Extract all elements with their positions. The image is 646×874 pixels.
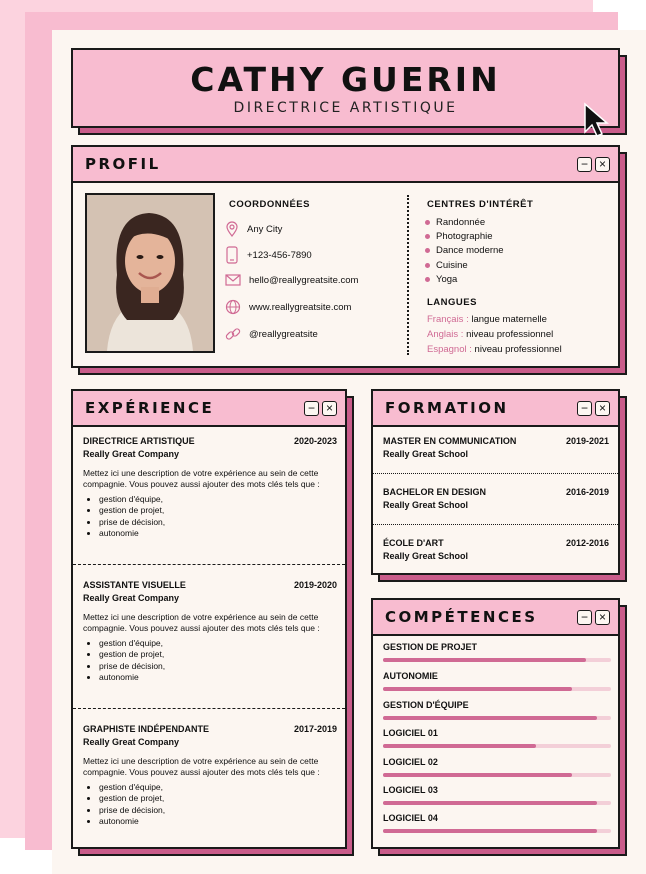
skills-window [371,598,620,849]
interests-title: CENTRES D'INTÉRÊT [427,199,534,210]
close-icon[interactable]: × [595,610,610,625]
contact-phone [225,246,312,264]
language-item: Anglais : niveau professionnel [427,329,554,340]
skill-bar [383,744,611,748]
skill-item [383,700,611,720]
job-years: 2019-2020 [293,580,337,590]
job-keywords: • gestion d'équipe, • gestion de projet, • prise de décision, • autonomie [83,638,337,684]
section-divider [73,708,345,709]
interest-item: Randonnée [425,215,504,229]
contact-social [225,326,318,342]
skill-bar [383,658,611,662]
person-name: CATHY GUERIN [190,60,501,99]
skill-item [383,728,611,748]
section-divider [373,473,618,474]
formation-title: FORMATION [385,399,509,417]
interests-list [425,215,504,286]
skill-name: LOGICIEL 01 [383,728,438,738]
formation-header [373,391,618,427]
contact-mail [225,274,358,286]
skill-bar-fill [383,658,586,662]
skill-item [383,757,611,777]
contact-location [225,221,282,237]
job-company: Really Great Company [83,593,180,603]
formation-window [371,389,620,575]
header-box [71,48,620,128]
skill-bar-fill [383,716,597,720]
location-icon [225,221,239,237]
skill-bar [383,716,611,720]
job-company: Really Great Company [83,449,180,459]
degree-title: MASTER EN COMMUNICATION [383,436,517,446]
degree-title: ÉCOLE D'ART [383,538,444,548]
interest-item: Photographie [425,229,504,243]
skills-header [373,600,618,636]
experience-item [83,580,337,684]
skill-item [383,671,611,691]
school-name: Really Great School [383,449,469,459]
job-title: GRAPHISTE INDÉPENDANTE [83,724,210,734]
person-role: DIRECTRICE ARTISTIQUE [233,100,458,116]
contact-text: hello@reallygreatsite.com [249,274,359,286]
mail-icon [225,274,241,286]
minimize-icon[interactable]: − [304,401,319,416]
skill-item [383,813,611,833]
minimize-icon[interactable]: − [577,610,592,625]
job-years: 2020-2023 [293,436,337,446]
interest-item: Dance moderne [425,244,504,258]
profile-title: PROFIL [85,155,161,173]
skill-bar [383,801,611,805]
job-keywords: • gestion d'équipe, • gestion de projet, • prise de décision, • autonomie [83,494,337,540]
skill-name: AUTONOMIE [383,671,438,681]
profile-photo [85,193,215,353]
interest-item: Cuisine [425,258,504,272]
globe-icon [225,299,241,315]
minimize-icon[interactable]: − [577,157,592,172]
minimize-icon[interactable]: − [577,401,592,416]
school-name: Really Great School [383,551,469,561]
job-company: Really Great Company [83,737,180,747]
skill-bar-fill [383,687,572,691]
formation-item [383,487,609,510]
skill-bar-fill [383,744,536,748]
skill-item [383,785,611,805]
degree-years: 2016-2019 [565,487,609,497]
job-title: ASSISTANTE VISUELLE [83,580,186,590]
phone-icon [225,246,239,264]
job-keywords: • gestion d'équipe, • gestion de projet, • prise de décision, • autonomie [83,782,337,828]
experience-header [73,391,345,427]
contact-text: Any City [247,223,283,235]
job-description: Mettez ici une description de votre expérience au sein de cette compagnie. Vous pouvez aussi ajouter des mots clés tels que : [83,756,320,778]
experience-window [71,389,347,849]
experience-item [83,724,337,828]
contact-website [225,299,351,315]
languages-title: LANGUES [427,297,477,308]
skill-name: GESTION DE PROJET [383,642,478,652]
close-icon[interactable]: × [595,401,610,416]
job-description: Mettez ici une description de votre expérience au sein de cette compagnie. Vous pouvez aussi ajouter des mots clés tels que : [83,468,320,490]
skill-name: LOGICIEL 02 [383,757,438,767]
skill-item [383,642,611,662]
section-divider [73,564,345,565]
job-description: Mettez ici une description de votre expérience au sein de cette compagnie. Vous pouvez aussi ajouter des mots clés tels que : [83,612,320,634]
job-years: 2017-2019 [293,724,337,734]
experience-item [83,436,337,540]
mouse-cursor-icon [583,102,613,138]
skill-bar-fill [383,801,597,805]
link-icon [225,326,241,342]
section-divider [373,524,618,525]
skill-bar [383,773,611,777]
formation-item [383,436,609,459]
close-icon[interactable]: × [595,157,610,172]
formation-item [383,538,609,561]
degree-years: 2012-2016 [565,538,609,548]
degree-years: 2019-2021 [565,436,609,446]
skills-title: COMPÉTENCES [385,608,538,626]
language-item: Français : langue maternelle [427,314,547,325]
skill-name: GESTION D'ÉQUIPE [383,700,469,710]
profile-window [71,145,620,368]
school-name: Really Great School [383,500,469,510]
skill-bar-fill [383,829,597,833]
skill-name: LOGICIEL 04 [383,813,438,823]
skill-bar [383,829,611,833]
interest-item: Yoga [425,272,504,286]
profile-divider [407,195,409,355]
skill-name: LOGICIEL 03 [383,785,438,795]
skill-bar [383,687,611,691]
contact-text: +123-456-7890 [247,249,312,261]
coordinates-title: COORDONNÉES [229,199,310,210]
experience-title: EXPÉRIENCE [85,399,215,417]
job-title: DIRECTRICE ARTISTIQUE [83,436,195,446]
language-item: Espagnol : niveau professionnel [427,344,562,355]
skill-bar-fill [383,773,572,777]
close-icon[interactable]: × [322,401,337,416]
contact-text: @reallygreatsite [249,328,318,340]
contact-text: www.reallygreatsite.com [249,301,352,313]
profile-header [73,147,618,183]
degree-title: BACHELOR EN DESIGN [383,487,487,497]
